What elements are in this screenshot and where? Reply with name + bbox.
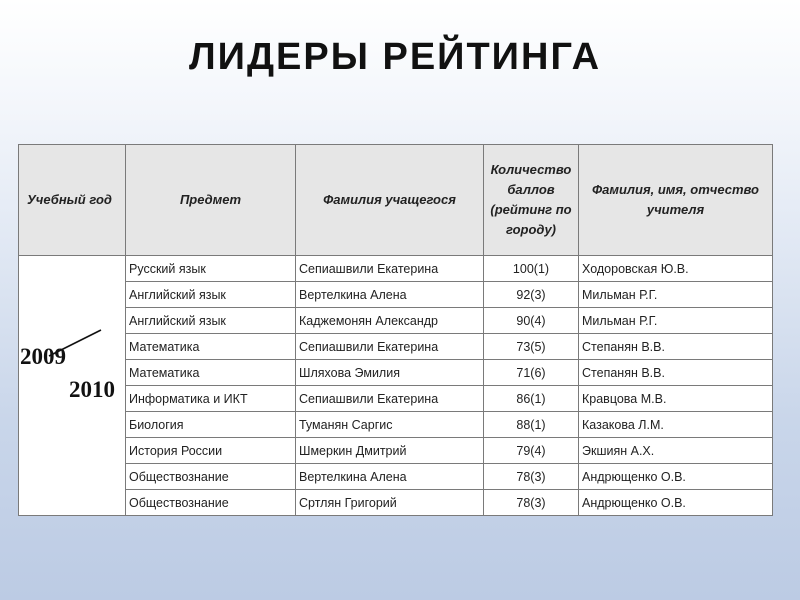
- cell-score: 92(3): [484, 282, 579, 308]
- cell-subject: Обществознание: [126, 490, 296, 516]
- cell-student: Шляхова Эмилия: [296, 360, 484, 386]
- year-cell: [19, 256, 126, 516]
- table-row: [19, 334, 773, 360]
- cell-teacher: Андрющенко О.В.: [579, 464, 773, 490]
- year-new: 2010: [69, 377, 115, 402]
- cell-teacher: Степанян В.В.: [579, 334, 773, 360]
- cell-subject: Русский язык: [126, 256, 296, 282]
- cell-student: Сртлян Григорий: [296, 490, 484, 516]
- header-student: Фамилия учащегося: [296, 145, 484, 256]
- header-score: Количество баллов (рейтинг по городу): [484, 145, 579, 256]
- cell-score: 90(4): [484, 308, 579, 334]
- header-year: Учебный год: [19, 145, 126, 256]
- table-row: [19, 256, 773, 282]
- cell-teacher: Кравцова М.В.: [579, 386, 773, 412]
- cell-score: 73(5): [484, 334, 579, 360]
- table-row: [19, 464, 773, 490]
- page-title: ЛИДЕРЫ РЕЙТИНГА: [188, 36, 602, 78]
- cell-teacher: Мильман Р.Г.: [579, 308, 773, 334]
- cell-teacher: Мильман Р.Г.: [579, 282, 773, 308]
- leaders-table: [18, 144, 773, 516]
- cell-score: 86(1): [484, 386, 579, 412]
- table-row: [19, 308, 773, 334]
- cell-subject: Биология: [126, 412, 296, 438]
- table-row: [19, 386, 773, 412]
- header-subject: Предмет: [126, 145, 296, 256]
- cell-subject: История России: [126, 438, 296, 464]
- table-row: [19, 438, 773, 464]
- cell-teacher: Ходоровская Ю.В.: [579, 256, 773, 282]
- cell-student: Каджемонян Александр: [296, 308, 484, 334]
- cell-student: Туманян Саргис: [296, 412, 484, 438]
- cell-teacher: Экшиян А.Х.: [579, 438, 773, 464]
- cell-score: 88(1): [484, 412, 579, 438]
- cell-score: 100(1): [484, 256, 579, 282]
- cell-subject: Английский язык: [126, 308, 296, 334]
- cell-student: Сепиашвили Екатерина: [296, 256, 484, 282]
- cell-student: Вертелкина Алена: [296, 282, 484, 308]
- table-row: [19, 282, 773, 308]
- cell-teacher: Степанян В.В.: [579, 360, 773, 386]
- cell-score: 79(4): [484, 438, 579, 464]
- table-header-row: [19, 145, 773, 256]
- cell-teacher: Казакова Л.М.: [579, 412, 773, 438]
- cell-score: 78(3): [484, 490, 579, 516]
- cell-student: Вертелкина Алена: [296, 464, 484, 490]
- cell-student: Шмеркин Дмитрий: [296, 438, 484, 464]
- cell-subject: Информатика и ИКТ: [126, 386, 296, 412]
- cell-score: 78(3): [484, 464, 579, 490]
- cell-score: 71(6): [484, 360, 579, 386]
- year-old: 2009: [20, 344, 66, 369]
- cell-teacher: Андрющенко О.В.: [579, 490, 773, 516]
- table-row: [19, 360, 773, 386]
- cell-subject: Математика: [126, 360, 296, 386]
- cell-subject: Математика: [126, 334, 296, 360]
- table-row: [19, 412, 773, 438]
- cell-subject: Английский язык: [126, 282, 296, 308]
- cell-subject: Обществознание: [126, 464, 296, 490]
- table-row: [19, 490, 773, 516]
- cell-student: Сепиашвили Екатерина: [296, 386, 484, 412]
- header-teacher: Фамилия, имя, отчество учителя: [579, 145, 773, 256]
- cell-student: Сепиашвили Екатерина: [296, 334, 484, 360]
